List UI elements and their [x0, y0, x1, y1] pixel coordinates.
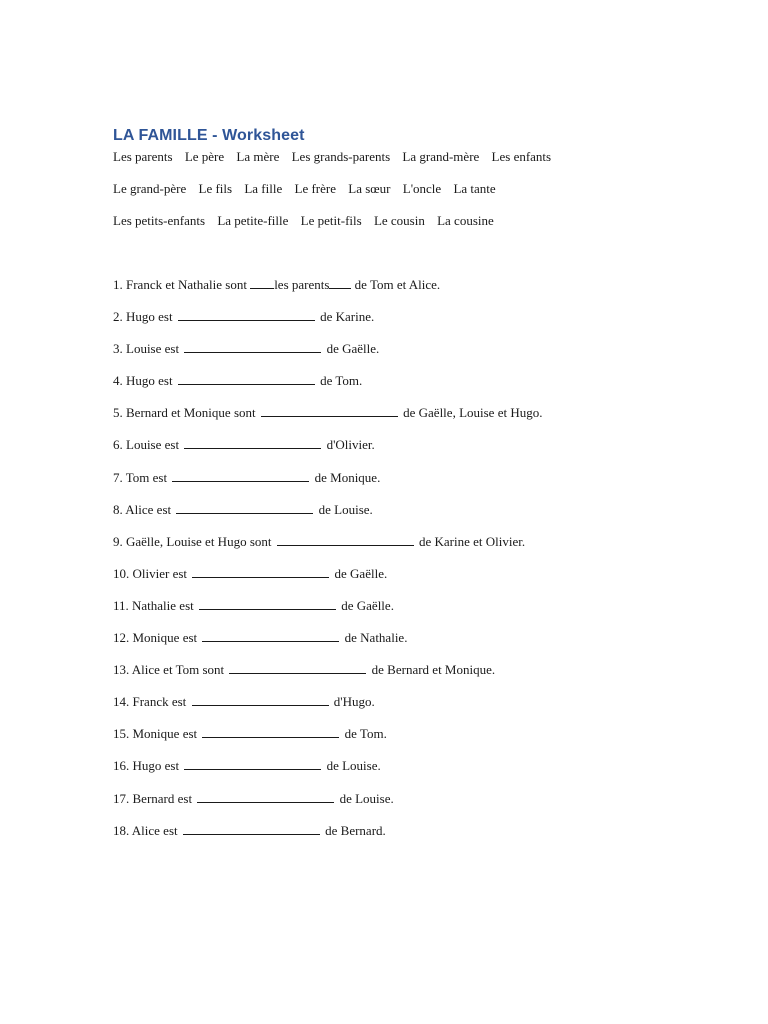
question-16: [113, 757, 673, 789]
worksheet-page: [113, 124, 673, 854]
question-6: [113, 436, 673, 468]
vocabulary-word: L'oncle: [402, 181, 442, 196]
answer-blank[interactable]: [184, 757, 321, 770]
answer-blank[interactable]: [172, 469, 309, 482]
question-text-after: de Karine et Olivier.: [415, 533, 526, 549]
answer-blank[interactable]: [184, 340, 321, 353]
question-text-before: 2. Hugo est: [113, 309, 176, 325]
question-text-before: 4. Hugo est: [113, 373, 176, 389]
question-text-before: 12. Monique est: [113, 630, 201, 646]
vocabulary-word: La sœur: [348, 181, 391, 196]
answer-blank[interactable]: [199, 597, 336, 610]
answer-blank[interactable]: [261, 404, 398, 417]
question-text-after: de Gaëlle, Louise et Hugo.: [399, 405, 543, 421]
question-9: [113, 533, 673, 565]
vocabulary-word: Les petits-enfants: [113, 213, 206, 228]
question-8: [113, 501, 673, 533]
question-text-after: de Tom et Alice.: [351, 277, 441, 292]
answer-line-left: [250, 276, 274, 289]
answer-blank[interactable]: [192, 693, 329, 706]
answer-blank[interactable]: [192, 565, 329, 578]
question-4: [113, 372, 673, 404]
vocabulary-word: Le cousin: [373, 213, 425, 228]
question-2: [113, 308, 673, 340]
question-10: [113, 565, 673, 597]
answer-blank[interactable]: [197, 790, 334, 803]
question-text-after: de Louise.: [323, 758, 381, 774]
answer-blank[interactable]: [178, 372, 315, 385]
example-answer: les parents: [274, 277, 330, 292]
vocabulary-word: Le petit-fils: [300, 213, 362, 228]
question-text-before: 13. Alice et Tom sont: [113, 662, 228, 678]
question-text-after: de Nathalie.: [341, 630, 408, 646]
question-12: [113, 629, 673, 661]
question-text-before: 18. Alice est: [113, 822, 181, 838]
question-text-before: 17. Bernard est: [113, 790, 196, 806]
vocabulary-word: La tante: [453, 181, 496, 196]
question-text-before: 10. Olivier est: [113, 565, 191, 581]
answer-blank[interactable]: [184, 436, 321, 449]
question-text-before: 16. Hugo est: [113, 758, 183, 774]
question-text-after: de Gaëlle.: [338, 597, 394, 613]
answer-blank[interactable]: [176, 501, 313, 514]
question-text-after: de Monique.: [311, 469, 381, 485]
vocabulary-line: [113, 212, 673, 244]
question-14: [113, 693, 673, 725]
worksheet-title: LA FAMILLE - Worksheet: [113, 127, 305, 144]
question-text-after: de Tom.: [341, 726, 387, 742]
question-text-after: d'Olivier.: [323, 437, 375, 453]
vocabulary-word: La petite-fille: [217, 213, 289, 228]
vocabulary-word: Le frère: [294, 181, 336, 196]
question-text-after: de Louise.: [336, 790, 394, 806]
vocabulary-line: [113, 148, 673, 180]
question-text-before: 1. Franck et Nathalie sont: [113, 277, 251, 292]
question-text-after: de Gaëlle.: [323, 341, 380, 357]
vocabulary-word: Les parents: [113, 149, 173, 164]
question-text-before: 8. Alice est: [113, 501, 175, 517]
section-spacer: [113, 244, 673, 276]
question-text-before: 5. Bernard et Monique sont: [113, 405, 259, 421]
question-text-before: 9. Gaëlle, Louise et Hugo sont: [113, 533, 275, 549]
vocabulary-word: Les grands-parents: [291, 149, 391, 164]
question-text-before: 7. Tom est: [113, 469, 171, 485]
question-11: [113, 597, 673, 629]
question-text-before: 11. Nathalie est: [113, 597, 197, 613]
vocabulary-word: Le fils: [198, 181, 233, 196]
question-text-after: de Tom.: [316, 373, 363, 389]
example-question: [113, 276, 673, 308]
question-5: [113, 404, 673, 436]
answer-blank[interactable]: [178, 308, 315, 321]
question-list: [113, 276, 673, 854]
question-17: [113, 790, 673, 822]
vocabulary-word: Le père: [184, 149, 225, 164]
vocabulary-line: [113, 180, 673, 212]
question-13: [113, 661, 673, 693]
question-text-before: 14. Franck est: [113, 694, 190, 710]
question-text-before: 3. Louise est: [113, 341, 183, 357]
answer-blank[interactable]: [202, 725, 339, 738]
question-text-after: de Bernard.: [321, 822, 386, 838]
answer-blank[interactable]: [229, 661, 366, 674]
question-text-before: 15. Monique est: [113, 726, 201, 742]
vocabulary-word: La cousine: [437, 213, 494, 228]
question-text-after: de Bernard et Monique.: [368, 662, 496, 678]
question-3: [113, 340, 673, 372]
question-text-after: de Louise.: [315, 501, 373, 517]
answer-blank[interactable]: [277, 533, 414, 546]
vocabulary-list: [113, 148, 673, 244]
vocabulary-word: La fille: [244, 181, 283, 196]
vocabulary-word: Le grand-père: [113, 181, 187, 196]
question-7: [113, 469, 673, 501]
vocabulary-word: Les enfants: [491, 149, 552, 164]
vocabulary-word: La mère: [236, 149, 280, 164]
answer-blank[interactable]: [183, 822, 320, 835]
answer-blank[interactable]: [202, 629, 339, 642]
question-15: [113, 725, 673, 757]
question-text-after: de Gaëlle.: [331, 565, 388, 581]
question-text-before: 6. Louise est: [113, 437, 183, 453]
question-text-after: d'Hugo.: [330, 694, 375, 710]
answer-line-right: [329, 276, 351, 289]
vocabulary-word: La grand-mère: [402, 149, 480, 164]
question-text-after: de Karine.: [316, 309, 375, 325]
question-18: [113, 822, 673, 854]
